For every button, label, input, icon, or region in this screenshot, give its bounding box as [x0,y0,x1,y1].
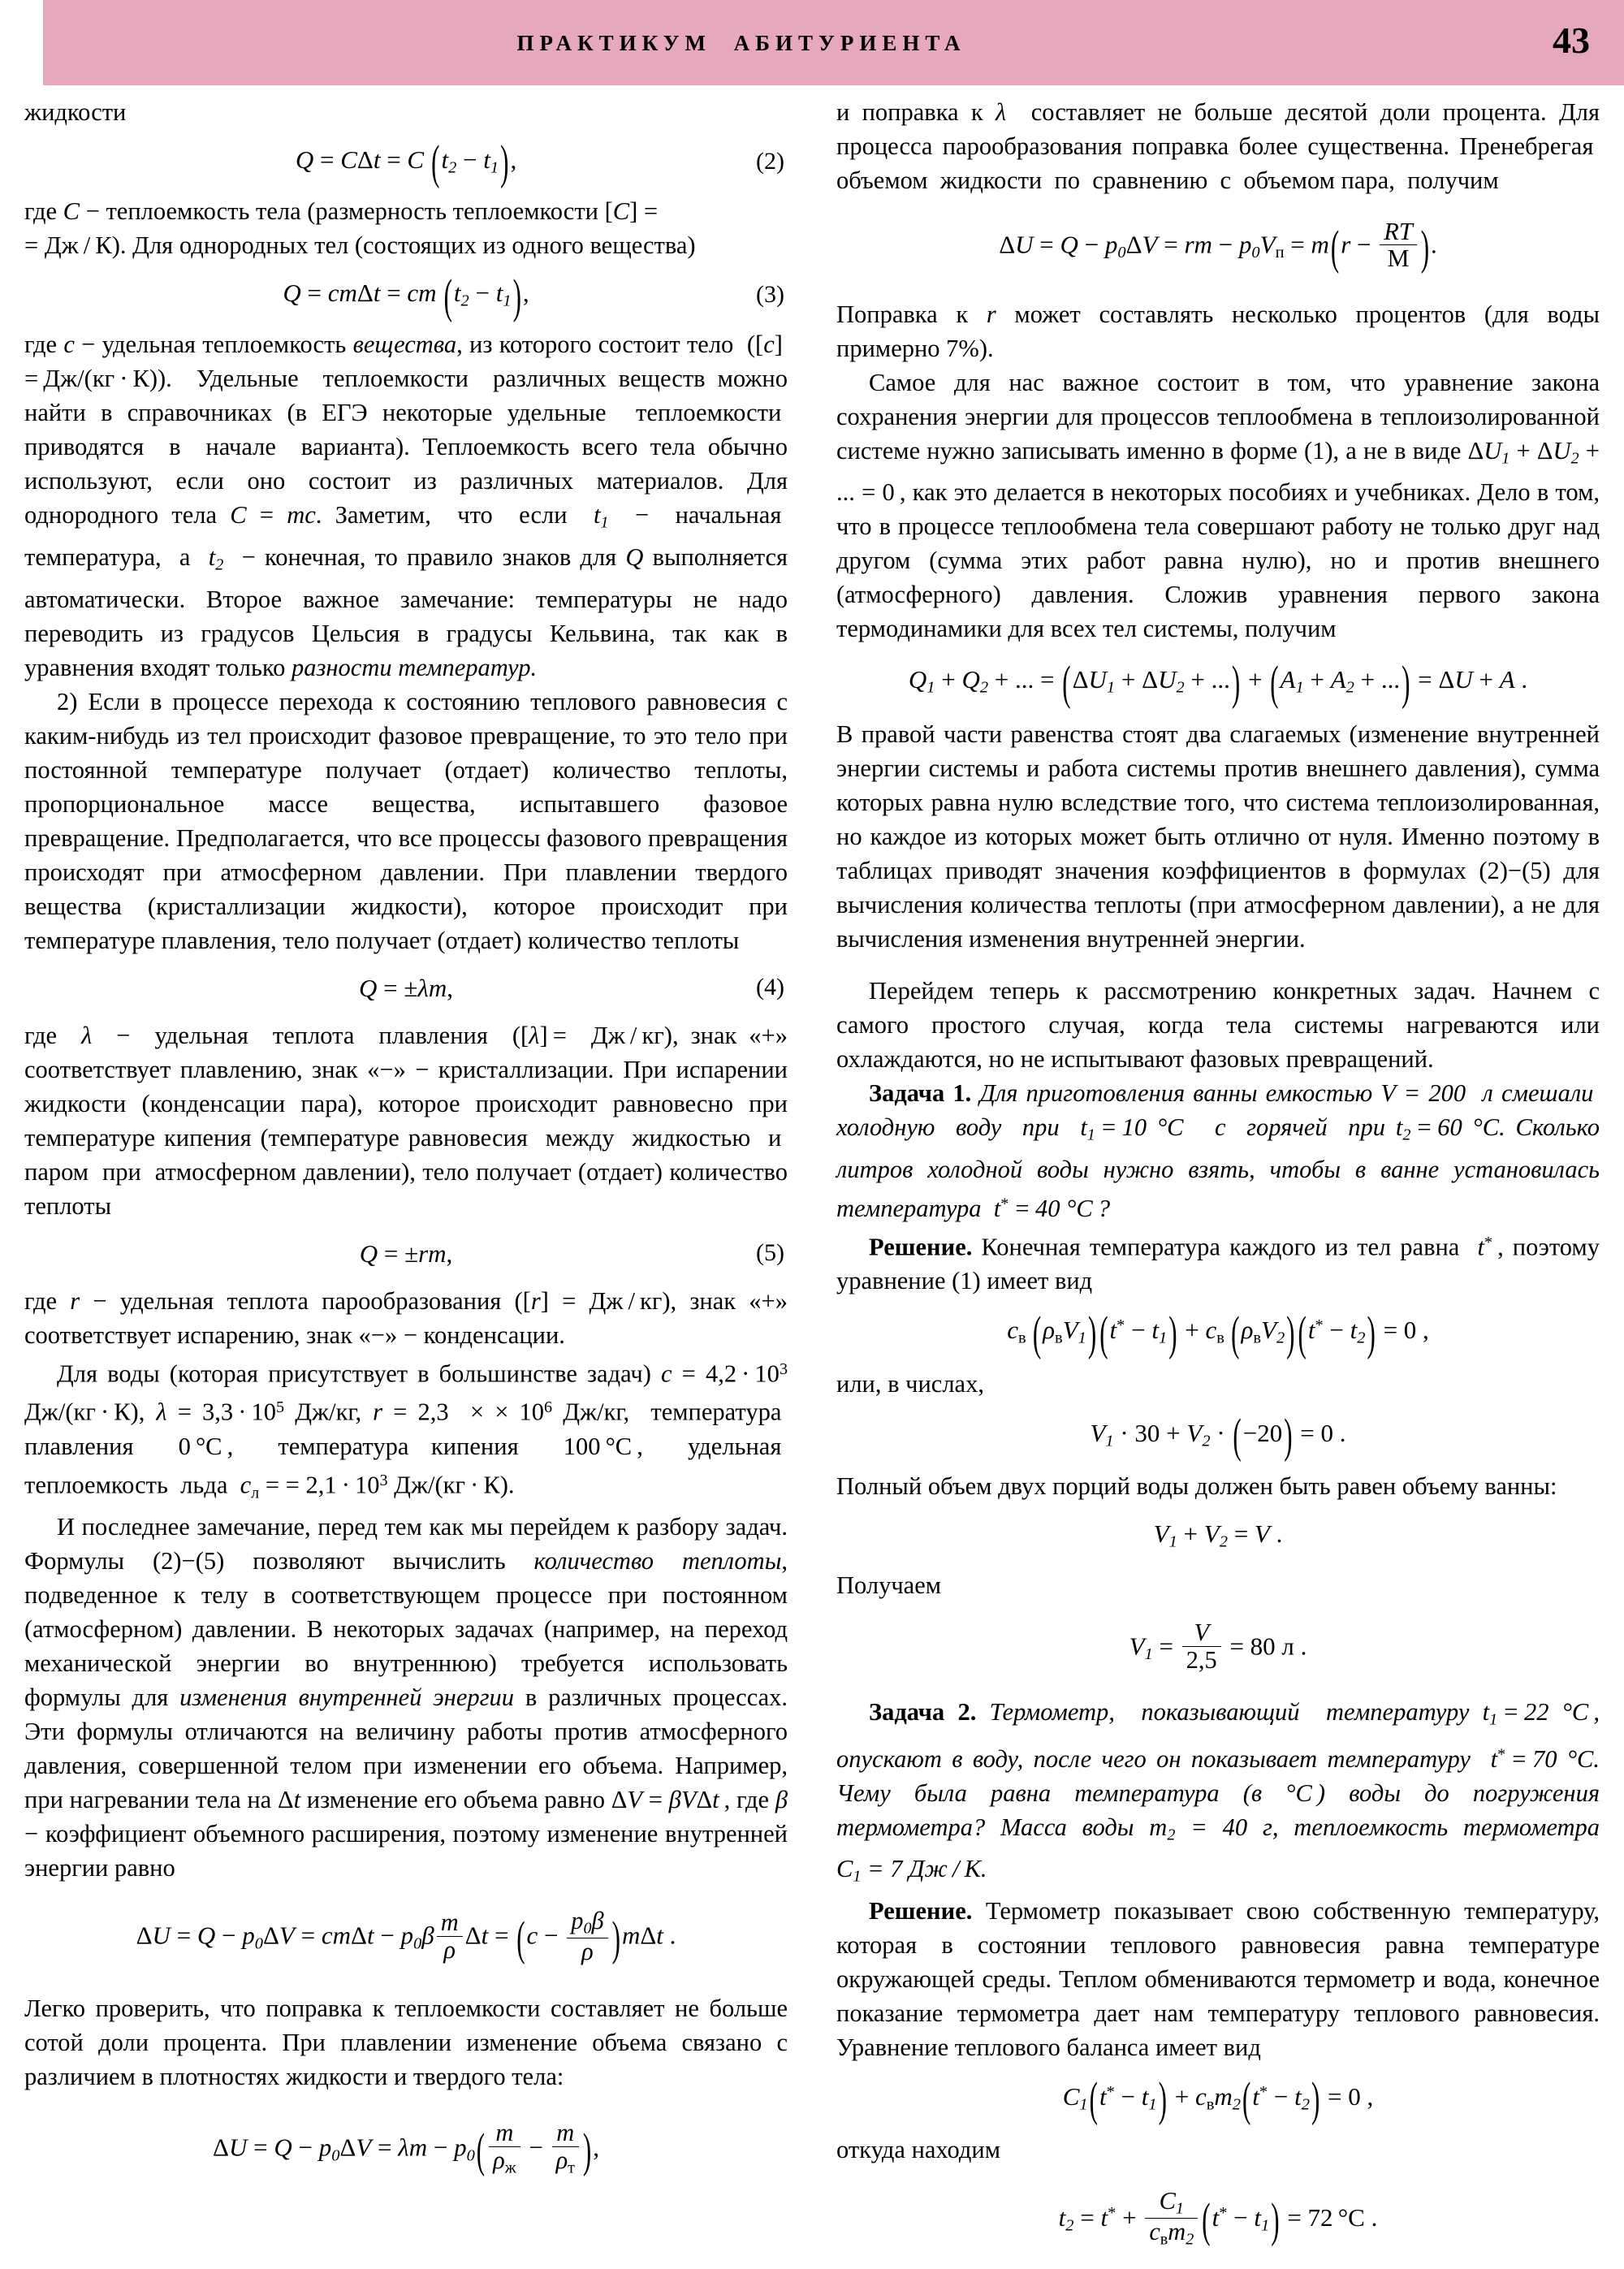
equation-internal-energy-vapor: $\Delta U = Q - p_0\Delta V$ = rm − $p_0V_п = m(r$ − $\frac{RT}{M}$ ). [999,217,1437,274]
equation-numeric-balance: $V_1 \cdot 30 + V_2 \cdot (-20) = 0$ . [1090,1408,1346,1463]
equation-5-number: (5) [756,1239,784,1267]
right-column [836,95,1600,2269]
equation-t2-result: $t_2 = t^*$ + $\frac{C_1}{c_вm_2}$ $(t^* - t_1) = 72$ °C . [1058,2186,1378,2249]
left-column [24,95,788,2197]
solution-2: Решение. Термометр показывает свою собственную температуру, которая в состоянии теплового равновесия равна температуре окружающей среды. Теплом обмениваются термометр и вода, конечное показание термометра дает нам температуру теплового равновесия. Уравнение теплового баланса имеет вид [836,1896,1600,2061]
page-body [0,85,1624,2249]
problem-2: Задача 2. Термометр, показывающий температуру $t_1 = 22$ °C , опускают в воду, после чего он показывает температуру t* = 70 °C. Чему была равна температура (в °C ) воды до погружения термометра? Масса воды $m_2 = 40$ г, теплоемкость термометра $C_1 = 7$ Дж / К. [836,1698,1600,1886]
paragraph-from-which: откуда находим [836,2136,1001,2164]
paragraph-melting-volume: Легко проверить, что поправка к теплоемкости составляет не больше сотой доли процента. При плавлении изменение объема связано с различием в плотностях жидкости и твердого тела: [24,1995,788,2091]
paragraph-phase-transition: 2) Если в процессе перехода к состоянию теплового равновесия с каким-нибудь из тел происходит фазовое превращение, то это тело при постоянной температуре получает (отдает) количество теплоты, пропорциональное массе вещества, испытавшего фазовое превращение. Предполагается, что все процессы фазового превращения происходят при атмосферном давлении. При плавлении твердого вещества (кристаллизации жидкости), которое происходит при температуре плавления, тело получает (отдает) количество теплоты [24,687,788,954]
page-header-title: ПРАКТИКУМ АБИТУРИЕНТА [516,31,966,55]
page-number: 43 [1553,19,1590,61]
problem-1-label: Задача 1. [869,1079,972,1108]
equation-2-number: (2) [756,148,784,175]
equation-internal-energy-melting: $\Delta U = Q - p_0\Delta V = \lambda m - p_0$( $\frac{m}{\rho_ж}$ − $\frac{m}{\rho_т}$ ), [213,2118,599,2178]
equation-thermal-balance-2: $C_1(t^* - t_1) + c_вm_2(t^* - t_2) = 0$ , [1062,2072,1374,2127]
equation-3-number: (3) [756,281,784,309]
equation-v1-result: $V_1$ = $\frac{V}{2,5}$ = 80 л . [1129,1619,1307,1675]
equation-4-number: (4) [756,974,784,1001]
paragraph-obtain: Получаем [836,1571,942,1599]
solution-1-label: Решение. [869,1233,973,1261]
paragraph-total-volume: Полный объем двух порций воды должен быть равен объему ванны: [836,1472,1557,1500]
paragraph-r-correction: Поправка к r может составлять несколько процентов (для воды примерно 7%). [836,300,1600,362]
solution-2-label: Решение. [869,1896,973,1925]
equation-2: Q = CΔt = C $(t_2 - t_1)$, (2) [295,135,784,190]
paragraph-lambda-correction: и поправка к λ составляет не больше десятой доли процента. Для процесса парообразования поправка более существенна. Пренебрегая объемом жидкости по сравнению с объемом пара, получим [836,98,1600,194]
problem-2-label: Задача 2. [869,1698,977,1727]
equation-volume-sum: $V_1 + V_2 = V$ . [1153,1519,1283,1551]
equation-thermal-balance-1: $c_в$ $(\rho_вV_1) (t^* - t_1) + c_в$ $(\rho_вV_2) (t^* - t_2) = 0$ , [1007,1305,1429,1360]
paragraph-specific-heat: где c − удельная теплоемкость вещества, из которого состоит тело ([c] = Дж/(кг · К)). Удельные теплоемкости различных веществ можно найти в справочниках (в ЕГЭ некоторые удельные теплоемкости приводятся в начале варианта). Теплоемкость всего тела обычно используют, если оно состоит из различных материалов. Для однородного тела C = mc. Заметим, что если $t_1$ − начальная температура, а $t_2$ − конечная, то правило знаков для Q выполняется автоматически. Второе важное замечание: температуры не надо переводить из градусов Цельсия в градусы Кельвина, так как в уравнения входят только разности температур. [24,331,788,681]
equation-internal-energy-heating: $\Delta U = Q - p_0\Delta V = cm\Delta t - p_0\beta$ $\frac{m}{\rho}$ Δt = (c − $\frac{p_0\beta}{\rho}$ )mΔt . [136,1906,676,1966]
equation-4: Q = ±λm, (4) [359,973,784,1002]
paragraph-vaporization-heat: где r − удельная теплота парообразования ([r] = Дж / кг), знак «+» соответствует испарению, знак «−» − конденсации. [24,1286,788,1349]
paragraph-melting-heat: где λ − удельная теплота плавления ([λ] = Дж / кг), знак «+» соответствует плавлению, знак «−» − кристаллизации. При испарении жидкости (конденсации пара), которое происходит равновесно при температуре кипения (температуре равновесия между жидкостью и паром при атмосферном давлении), тело получает (отдает) количество теплоты [24,1021,788,1220]
problem-1: Задача 1. Для приготовления ванны емкостью V = 200 л смешали холодную воду при $t_1 = 10$ °C с горячей при $t_2 = 60$ °C. Сколько литров холодной воды нужно взять, чтобы в ванне установилась температура t* = 40 °C ? [836,1079,1600,1222]
paragraph-gap [836,956,1600,974]
solution-1: Решение. Конечная температура каждого из тел равна t* , поэтому уравнение (1) имеет вид [836,1233,1600,1295]
paragraph-internal-energy-note: И последнее замечание, перед тем как мы перейдем к разбору задач. Формулы (2)−(5) позволяют вычислить количество теплоты, подведенное к телу в соответствующем процессе при постоянном (атмосферном) давлении. В некоторых задачах (например, на переход механической энергии во внутреннюю) требуется использовать формулы для изменения внутренней энергии в различных процессах. Эти формулы отличаются на величину работы против атмосферного давления, совершенной телом при изменении его объема. Например, при нагревании тела на Δt изменение его объема равно ΔV = βVΔt , где β − коэффициент объемного расширения, поэтому изменение внутренней энергии равно [24,1513,788,1882]
paragraph-liquid: жидкости [24,98,127,126]
paragraph-heat-capacity: где C − теплоемкость тела (размерность теплоемкости [C] = = Дж / К). Для однородных тел (состоящих из одного вещества) [24,197,696,260]
paragraph-energy-conservation: Самое для нас важное состоит в том, что уравнение закона сохранения энергии для процессов теплообмена в теплоизолированной системе нужно записывать именно в форме (1), а не в виде $\Delta U_1 + \Delta U_2$ + ... = 0 , как это делается в некоторых пособиях и учебниках. Дело в том, что в процессе теплообмена тела совершают работу не только друг над другом (сумма этих работ равна нулю), но и против внешнего (атмосферного) давления. Сложив уравнения первого закона термодинамики для всех тел системы, получим [836,368,1600,643]
paragraph-in-numbers: или, в числах, [836,1369,984,1398]
paragraph-right-side-terms: В правой части равенства стоят два слагаемых (изменение внутренней энергии системы и работа системы против внешнего давления), сумма которых равна нулю вследствие того, что система теплоизолированная, но каждое из которых может быть отлично от нуля. Именно поэтому в таблицах приводят значения коэффициентов в формулах (2)−(5) для вычисления количества теплоты (при атмосферном давлении), а не для вычисления изменения внутренней энергии. [836,720,1600,953]
equation-5: Q = ±rm, (5) [359,1238,784,1268]
page-header-band [43,0,1624,85]
equation-3: Q = cmΔt = cm $(t_2 - t_1)$, (3) [283,268,784,323]
equation-first-law-sum: $Q_1 + Q_2$ + ... = ($\Delta U_1 + \Delta U_2$ + ...) + ($A_1 + A_2$ + ...) = ΔU + A . [908,655,1528,710]
paragraph-water-constants: Для воды (которая присутствует в большинстве задач) $c = 4,2 \cdot 10^3$ Дж/(кг · К), $\lambda = 3,3 \cdot 10^5$ Дж/кг, r = 2,3 × × $10^6$ Дж/кг, температура плавления 0 °C , температура кипения 100 °C , удельная теплоемкость льда $c_л$ = = $2,1 \cdot 10^3$ Дж/(кг · К). [24,1359,788,1502]
paragraph-transition-to-problems: Перейдем теперь к рассмотрению конкретных задач. Начнем с самого простого случая, когда тела системы нагреваются или охлаждаются, но не испытывают фазовых превращений. [836,977,1600,1074]
